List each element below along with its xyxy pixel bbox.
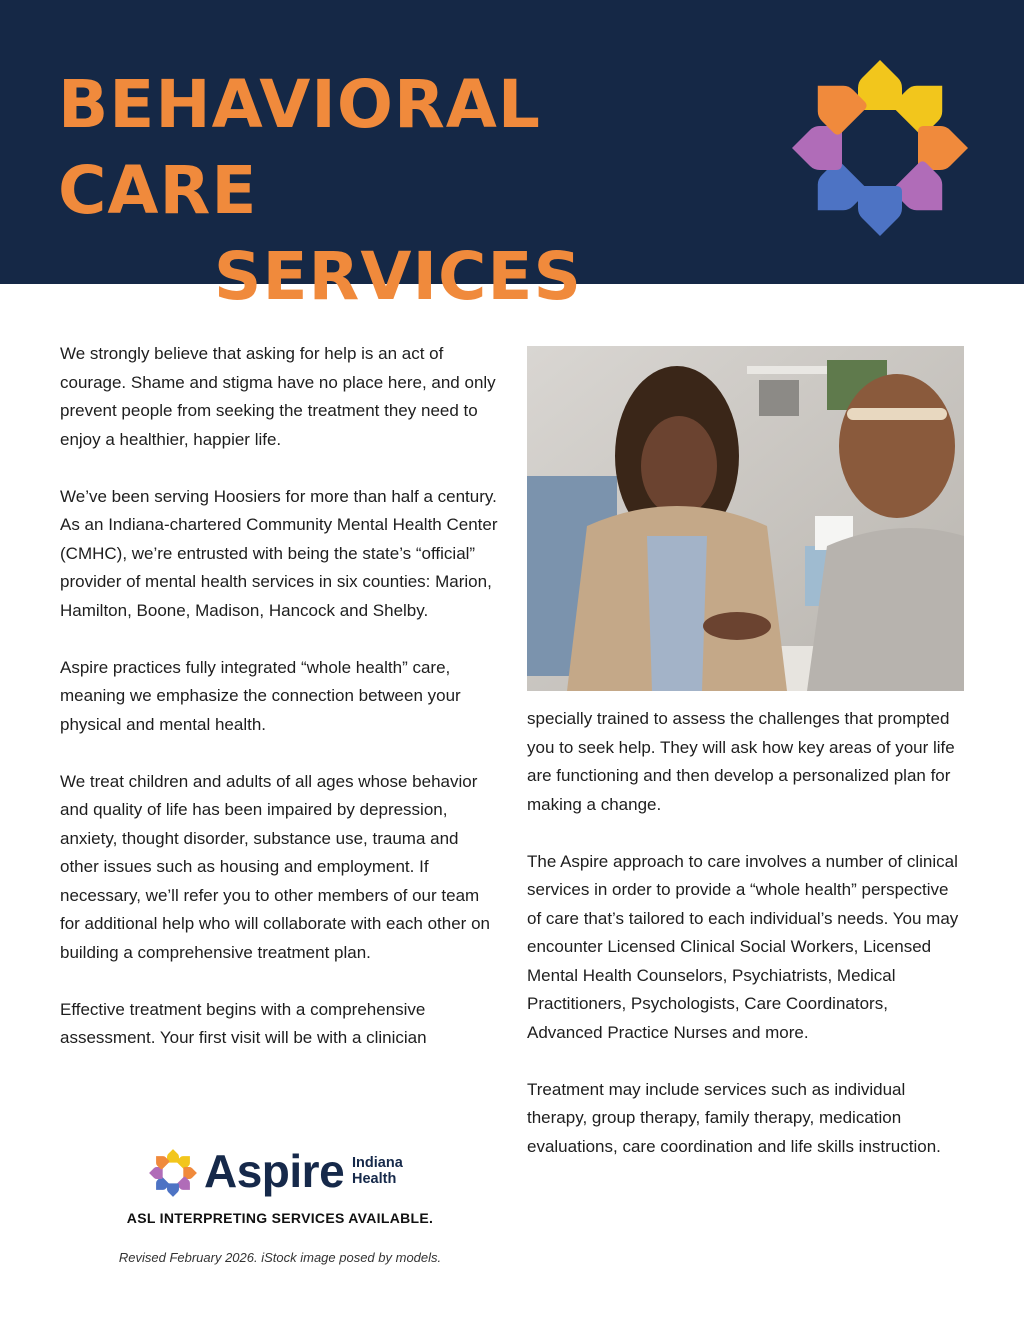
paragraph-treatment-services: Treatment may include services such as individual therapy, group therapy, family therapy, medication evaluations, care coordination and life skills instruction. xyxy=(527,1079,941,1156)
page-title xyxy=(58,62,738,320)
aspire-logo xyxy=(148,1142,418,1204)
paragraph-serving-hoosiers: We’ve been serving Hoosiers for more than half a century. As an Indiana-chartered Community Mental Health Center (CMHC), we’re entrusted with being the state’s “official” provider of mental health services in six counties: Marion, Hamilton, Boone, Madison, Hancock and Shelby. xyxy=(60,486,498,620)
paragraph-clinician-trained: specially trained to assess the challenges that prompted you to seek help. They will ask how key areas of your life are functioning and then develop a personalized plan for making a change. xyxy=(527,709,955,814)
clinician-consultation-photo xyxy=(527,346,964,691)
title-line-2: SERVICES xyxy=(213,238,583,315)
asl-notice: ASL INTERPRETING SERVICES AVAILABLE. xyxy=(126,1210,434,1226)
page-header xyxy=(0,0,1024,315)
aspire-emblem-icon xyxy=(788,56,972,240)
logo-sub-line-2: Health xyxy=(352,1171,397,1187)
paragraph-aspire-approach: The Aspire approach to care involves a number of clinical services in order to provide a “whole health” perspective of care that’s tailored to each individual’s needs. You may encounter Licensed Clinical Social Workers, Licensed Mental Health Counselors, Psychiatrists, Medical Practitioners, Psychologists, Care Coordinators, Advanced Practice Nurses and more. xyxy=(527,851,959,1042)
paragraph-whole-health: Aspire practices fully integrated “whole health” care, meaning we emphasize the connection between your physical and mental health. xyxy=(60,657,461,734)
paragraph-who-we-treat: We treat children and adults of all ages whose behavior and quality of life has been impaired by depression, anxiety, thought disorder, substance use, trauma and other issues such as housing and employment. If necessary, we’ll refer you to other members of our team for additional help who will collaborate with each other on building a comprehensive treatment plan. xyxy=(60,771,490,962)
paragraph-help-courage: We strongly believe that asking for help is an act of courage. Shame and stigma have no place here, and only prevent people from seeking the treatment they need to enjoy a healthier, happier life. xyxy=(60,344,496,449)
title-line-1: BEHAVIORAL CARE xyxy=(58,66,541,229)
right-column xyxy=(527,705,959,1190)
revised-note: Revised February 2026. iStock image posed by models. xyxy=(118,1250,442,1265)
left-column xyxy=(60,340,500,1081)
logo-subtitle xyxy=(352,1155,403,1187)
aspire-logo-icon xyxy=(148,1148,198,1198)
logo-sub-line-1: Indiana xyxy=(352,1155,403,1171)
paragraph-assessment: Effective treatment begins with a comprehensive assessment. Your first visit will be with a clinician xyxy=(60,999,427,1047)
footer-logo-block xyxy=(60,1142,500,1265)
logo-wordmark: Aspire xyxy=(204,1145,345,1197)
